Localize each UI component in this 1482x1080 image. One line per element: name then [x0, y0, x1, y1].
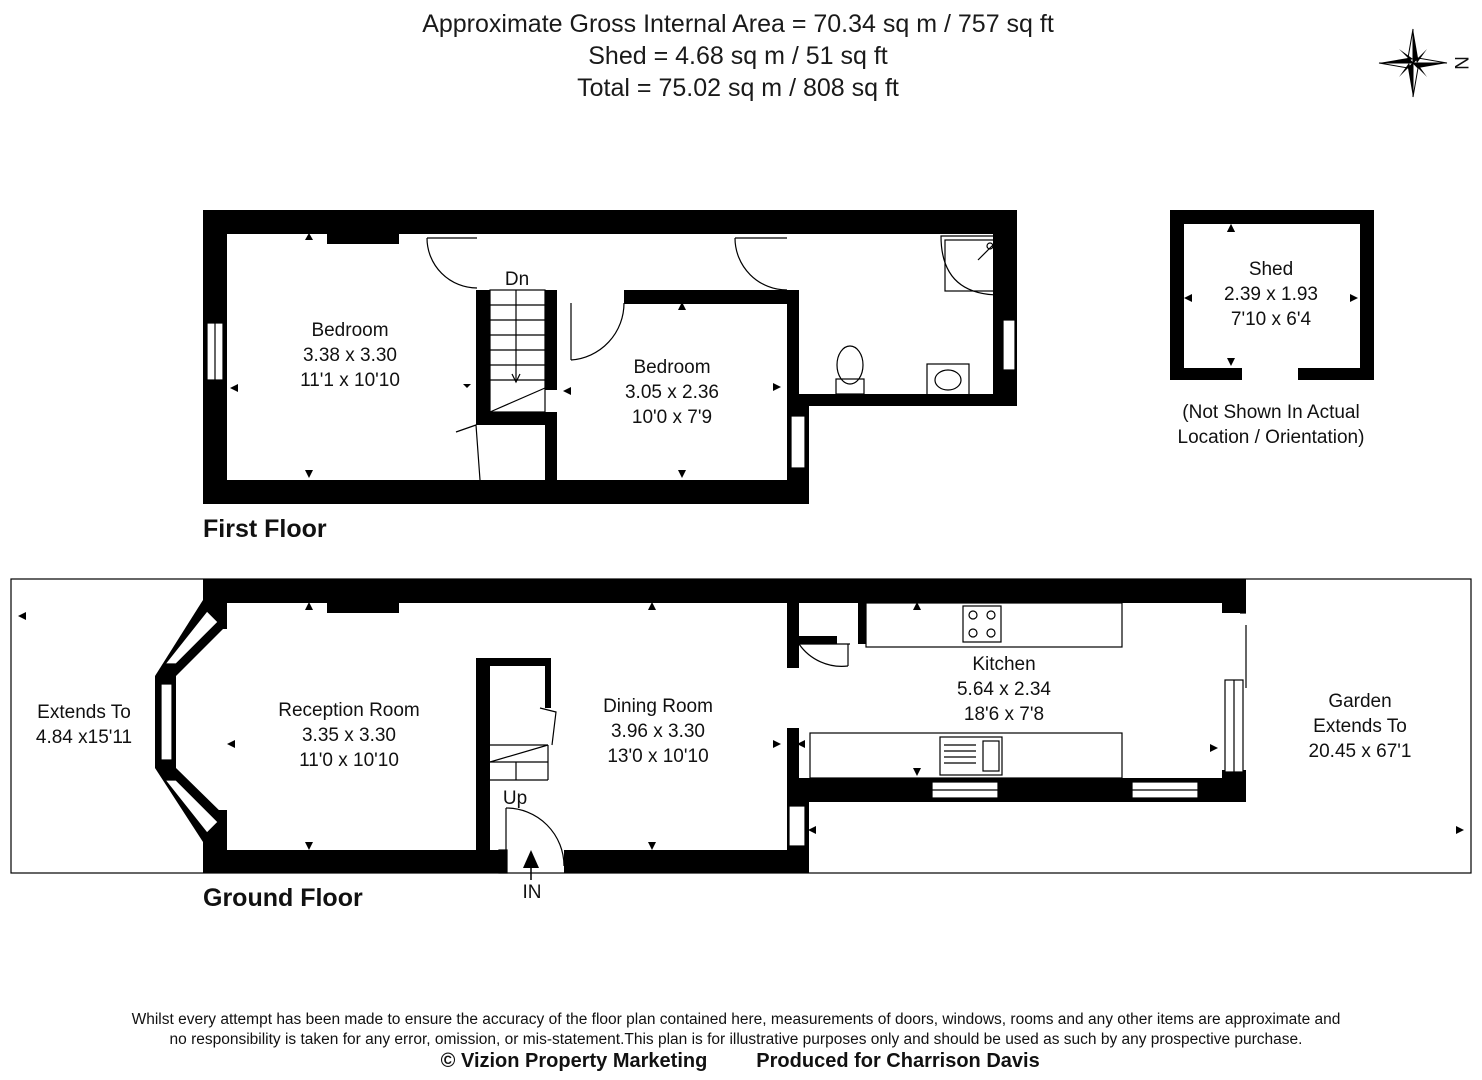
shed-imperial: 7'10 x 6'4	[1230, 309, 1312, 330]
bedroom1-metric: 3.38 x 3.30	[302, 345, 398, 366]
shed-note-line1: (Not Shown In Actual	[1182, 402, 1360, 423]
shed-plan	[1170, 210, 1374, 448]
compass-north-label: N	[1450, 56, 1471, 70]
produced-for-text: Produced for Charrison Davis	[756, 1050, 1040, 1072]
ground-floor-title: Ground Floor	[203, 884, 363, 912]
front-extends-line2: 4.84 x15'11	[35, 727, 133, 748]
gross-area-text: Approximate Gross Internal Area = 70.34 sq m / 757 sq ft	[422, 10, 1054, 38]
ground-floor-plan	[11, 579, 1471, 912]
reception-name: Reception Room	[278, 700, 420, 721]
bedroom2-imperial: 10'0 x 7'9	[631, 407, 713, 428]
disclaimer-line1: Whilst every attempt has been made to ensure the accuracy of the floor plan contained here, measurements of doors, windows, rooms and any other items are approximate and	[131, 1011, 1341, 1028]
copyright-text: © Vizion Property Marketing	[440, 1050, 708, 1072]
compass-icon	[1379, 29, 1447, 97]
kitchen-metric: 5.64 x 2.34	[956, 679, 1052, 700]
stairs-down-label: Dn	[504, 269, 530, 290]
dining-imperial: 13'0 x 10'10	[607, 746, 709, 767]
entrance-label: IN	[522, 882, 542, 903]
kitchen-imperial: 18'6 x 7'8	[963, 704, 1045, 725]
bedroom1-imperial: 11'1 x 10'10	[300, 370, 400, 391]
reception-imperial: 11'0 x 10'10	[299, 750, 399, 771]
reception-metric: 3.35 x 3.30	[301, 725, 397, 746]
first-floor-title: First Floor	[203, 515, 327, 543]
dining-metric: 3.96 x 3.30	[610, 721, 706, 742]
bedroom2-name: Bedroom	[633, 357, 711, 378]
garden-line2: Extends To	[1313, 716, 1407, 737]
shed-name: Shed	[1248, 259, 1294, 280]
kitchen-name: Kitchen	[972, 654, 1036, 675]
garden-line3: 20.45 x 67'1	[1308, 741, 1412, 762]
shed-note-line2: Location / Orientation)	[1177, 427, 1365, 448]
bedroom2-metric: 3.05 x 2.36	[624, 382, 720, 403]
bedroom1-name: Bedroom	[311, 320, 389, 341]
entrance-arrow-icon	[523, 850, 539, 880]
total-area-text: Total = 75.02 sq m / 808 sq ft	[577, 74, 899, 102]
front-extends-line1: Extends To	[37, 702, 131, 723]
shed-area-text: Shed = 4.68 sq m / 51 sq ft	[588, 42, 888, 70]
stairs-up-label: Up	[502, 788, 528, 809]
garden-line1: Garden	[1328, 691, 1392, 712]
first-floor-plan	[203, 210, 1235, 543]
disclaimer-line2: no responsibility is taken for any error, omission, or mis-statement.This plan is for illustrative purposes only and should be used as such by any prospective purchase.	[169, 1031, 1303, 1048]
shed-metric: 2.39 x 1.93	[1223, 284, 1319, 305]
dining-name: Dining Room	[603, 696, 713, 717]
